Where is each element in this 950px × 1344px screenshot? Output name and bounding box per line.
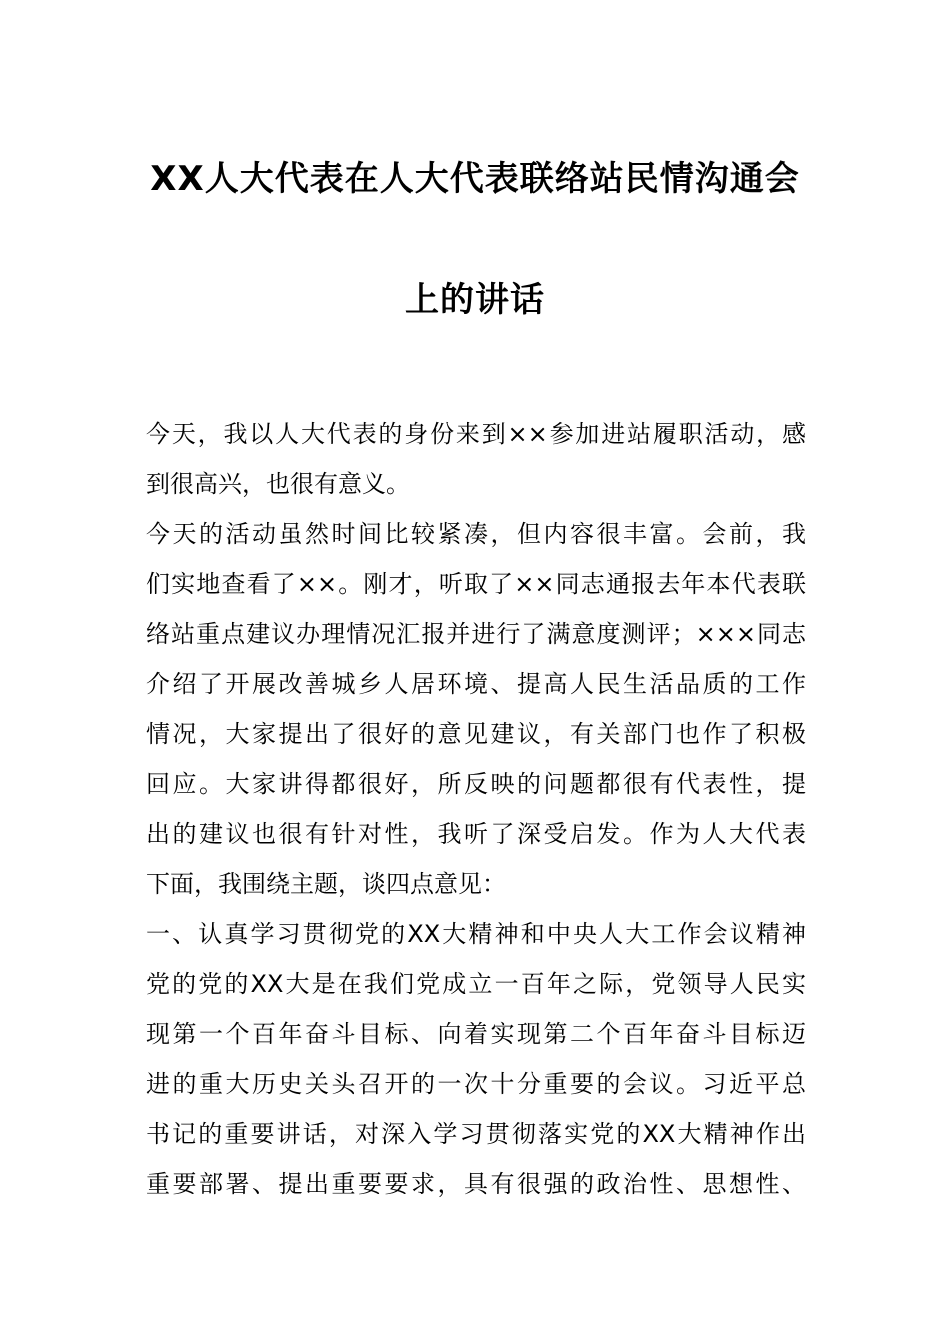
body-line: 现第一个百年奋斗目标、向着实现第二个百年奋斗目标迈 xyxy=(146,1020,806,1048)
body-line: 络站重点建议办理情况汇报并进行了满意度测评；×××同志 xyxy=(146,620,806,648)
body-line: 今天，我以人大代表的身份来到××参加进站履职活动，感 xyxy=(146,420,806,448)
body-line: 出的建议也很有针对性，我听了深受启发。作为人大代表 xyxy=(146,820,806,848)
body-line: 回应。大家讲得都很好，所反映的问题都很有代表性，提 xyxy=(146,770,806,798)
body-line: 情况，大家提出了很好的意见建议，有关部门也作了积极 xyxy=(146,720,806,748)
body-line: 下面，我围绕主题，谈四点意见： xyxy=(146,870,506,898)
body-line: 书记的重要讲话，对深入学习贯彻落实党的XX大精神作出 xyxy=(146,1120,806,1148)
section-heading: 一、认真学习贯彻党的XX大精神和中央人大工作会议精神 xyxy=(146,920,806,948)
document-title-line-1: XX人大代表在人大代表联络站民情沟通会 xyxy=(150,159,800,199)
document-body xyxy=(146,409,806,1209)
body-line: 党的党的XX大是在我们党成立一百年之际，党领导人民实 xyxy=(146,970,806,998)
body-line: 介绍了开展改善城乡人居环境、提高人民生活品质的工作 xyxy=(146,670,806,698)
body-line: 到很高兴，也很有意义。 xyxy=(146,470,410,498)
body-line: 进的重大历史关头召开的一次十分重要的会议。习近平总 xyxy=(146,1070,806,1098)
body-line: 今天的活动虽然时间比较紧凑，但内容很丰富。会前，我 xyxy=(146,520,806,548)
body-line: 重要部署、提出重要要求，具有很强的政治性、思想性、 xyxy=(146,1170,806,1198)
document-title-line-2: 上的讲话 xyxy=(405,280,545,320)
body-line: 们实地查看了××。刚才，听取了××同志通报去年本代表联 xyxy=(146,570,806,598)
